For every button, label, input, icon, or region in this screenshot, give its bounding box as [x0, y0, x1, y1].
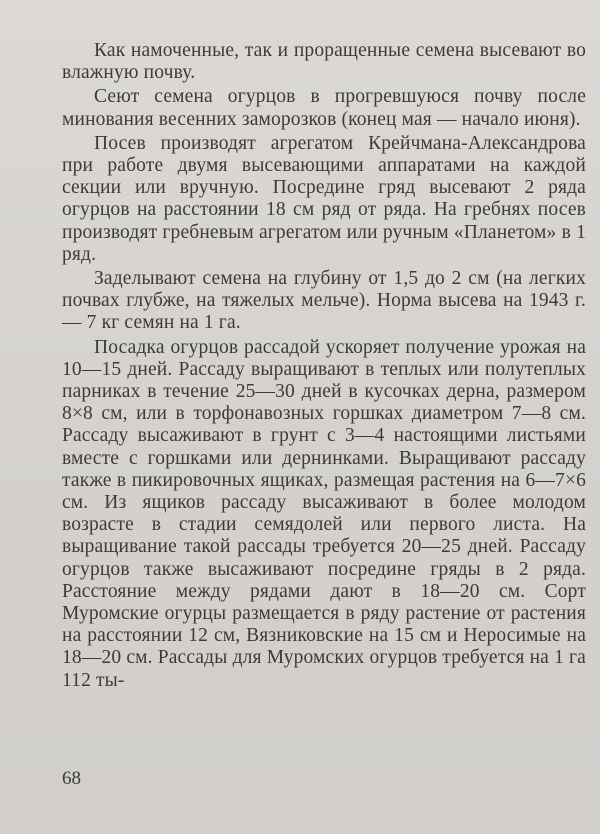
paragraph-2: Сеют семена огурцов в прогревшуюся почву после минования весенних заморозков (конец мая — начало июня).: [62, 86, 586, 130]
paragraph-5: Посадка огурцов рассадой ускоряет получение урожая на 10—15 дней. Рассаду выращивают в теплых или полутеплых парниках в течение 25—30 дней в кусочках дерна, размером 8×8 см, или в торфонавозных горшках диаметром 7—8 см. Рассаду высаживают в грунт с 3—4 настоящими листьями вместе с горшками или дернинками. Выращивают рассаду также в пикировочных ящиках, размещая растения на 6—7×6 см. Из ящиков рассаду высаживают в более молодом возрасте в стадии семядолей или первого листа. На выращивание такой рассады требуется 20—25 дней. Рассаду огурцов также высаживают посредине гряды в 2 ряда. Расстояние между рядами дают в 18—20 см. Сорт Муромские огурцы размещается в ряду растение от растения на расстоянии 12 см, Вязниковские на 15 см и Неросимые на 18—20 см. Рассады для Муромских огурцов требуется на 1 га 112 ты-: [62, 336, 586, 691]
body-text: [62, 40, 586, 692]
paragraph-3: Посев производят агрегатом Крейчмана-Александрова при работе двумя высевающими аппаратами на каждой секции или вручную. Посредине гряд высевают 2 ряда огурцов на расстоянии 18 см ряд от ряда. На гребнях посев производят гребневым агрегатом или ручным «Планетом» в 1 ряд.: [62, 132, 586, 265]
paragraph-1: Как намоченные, так и проращенные семена высевают во влажную почву.: [62, 40, 586, 84]
paragraph-4: Заделывают семена на глубину от 1,5 до 2 см (на легких почвах глубже, на тяжелых мельче). Норма высева на 1943 г. — 7 кг семян на 1 га.: [62, 268, 586, 334]
page-number: 68: [62, 768, 81, 789]
